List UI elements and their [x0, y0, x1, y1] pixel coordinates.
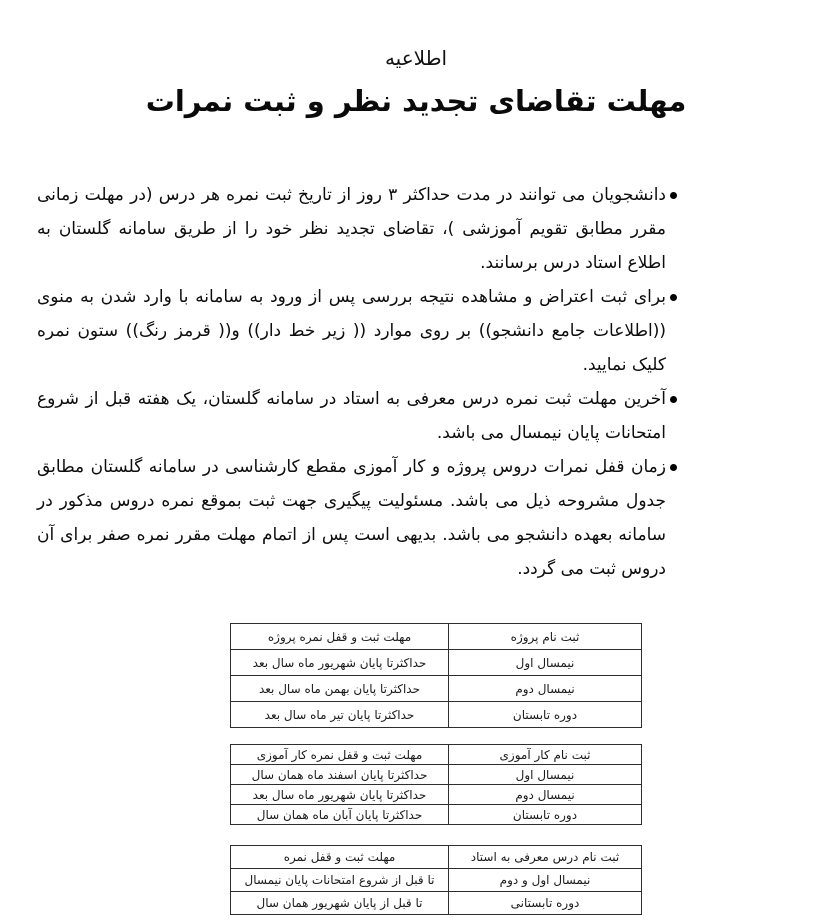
table-row: [231, 650, 642, 676]
page-subtitle: مهلت تقاضای تجدید نظر و ثبت نمرات: [145, 84, 687, 118]
table-header-cell: ثبت نام درس معرفی به استاد: [449, 846, 642, 869]
bullet-item-objection-registration: [37, 280, 680, 382]
bullet-icon: [666, 450, 680, 471]
bullet-icon: [666, 280, 680, 301]
term-cell: نیمسال دوم: [449, 676, 642, 702]
deadline-tables: [230, 623, 642, 915]
bullet-text: دانشجویان می توانند در مدت حداکثر ۳ روز از تاریخ ثبت نمره هر درس (در مهلت زمانی مقرر مطابق تقویم آموزشی )، تقاضای تجدید نظر خود را از طریق سامانه گلستان به اطلاع استاد درس برسانند.: [37, 185, 666, 273]
bullet-item-review-request: [37, 178, 680, 280]
bullet-icon: [666, 178, 680, 199]
term-cell: نیمسال اول: [449, 650, 642, 676]
deadline-cell: حداکثرتا پایان اسفند ماه همان سال: [231, 765, 449, 785]
table-header-row: [231, 846, 642, 869]
term-cell: نیمسال دوم: [449, 785, 642, 805]
term-cell: نیمسال اول و دوم: [449, 869, 642, 892]
deadline-cell: حداکثرتا پایان بهمن ماه سال بعد: [231, 676, 449, 702]
deadline-cell: حداکثرتا پایان شهریور ماه سال بعد: [231, 785, 449, 805]
internship-grade-table: [230, 744, 642, 825]
table-row: [231, 869, 642, 892]
deadline-cell: حداکثرتا پایان شهریور ماه سال بعد: [231, 650, 449, 676]
bullet-text: آخرین مهلت ثبت نمره درس معرفی به استاد در سامانه گلستان، یک هفته قبل از شروع امتحانات پایان نیمسال می باشد.: [37, 389, 666, 443]
term-cell: دوره تابستان: [449, 702, 642, 728]
table-row: [231, 765, 642, 785]
term-cell: دوره تابستان: [449, 805, 642, 825]
table-header-row: [231, 745, 642, 765]
term-cell: دوره تابستانی: [449, 892, 642, 915]
table-row: [231, 676, 642, 702]
deadline-cell: تا قبل از پایان شهریور همان سال: [231, 892, 449, 915]
table-header-cell: ثبت نام کار آموزی: [449, 745, 642, 765]
page-title: اطلاعیه: [384, 46, 448, 70]
term-cell: نیمسال اول: [449, 765, 642, 785]
deadline-cell: تا قبل از شروع امتحانات پایان نیمسال: [231, 869, 449, 892]
table-row: [231, 805, 642, 825]
deadline-cell: حداکثرتا پایان تیر ماه سال بعد: [231, 702, 449, 728]
table-row: [231, 892, 642, 915]
deadline-cell: حداکثرتا پایان آبان ماه همان سال: [231, 805, 449, 825]
table-row: [231, 785, 642, 805]
bullet-item-last-deadline: [37, 382, 680, 450]
table-header-cell: مهلت ثبت و قفل نمره کار آموزی: [231, 745, 449, 765]
bullet-text: برای ثبت اعتراض و مشاهده نتیجه بررسی پس از ورود به سامانه با وارد شدن به منوی ((اطلاعات جامع دانشجو)) بر روی موارد (( زیر خط دار)) و(( قرمز رنگ)) ستون نمره کلیک نمایید.: [37, 287, 666, 375]
bullet-item-grade-lock-schedule: [37, 450, 680, 586]
introduction-course-table: [230, 845, 642, 915]
table-header-cell: مهلت ثبت و قفل نمره پروژه: [231, 624, 449, 650]
bullet-icon: [666, 382, 680, 403]
table-header-row: [231, 624, 642, 650]
project-grade-table: [230, 623, 642, 728]
bullet-text: زمان قفل نمرات دروس پروژه و کار آموزی مقطع کارشناسی در سامانه گلستان مطابق جدول مشروحه ذیل می باشد. مسئولیت پیگیری جهت ثبت بموقع نمره دروس مذکور در سامانه بعهده دانشجو می باشد. بدیهی است پس از اتمام مهلت مقرر نمره صفر برای آن دروس ثبت می گردد.: [37, 457, 666, 579]
table-header-cell: ثبت نام پروژه: [449, 624, 642, 650]
bullet-list: [37, 178, 680, 586]
table-header-cell: مهلت ثبت و قفل نمره: [231, 846, 449, 869]
table-row: [231, 702, 642, 728]
